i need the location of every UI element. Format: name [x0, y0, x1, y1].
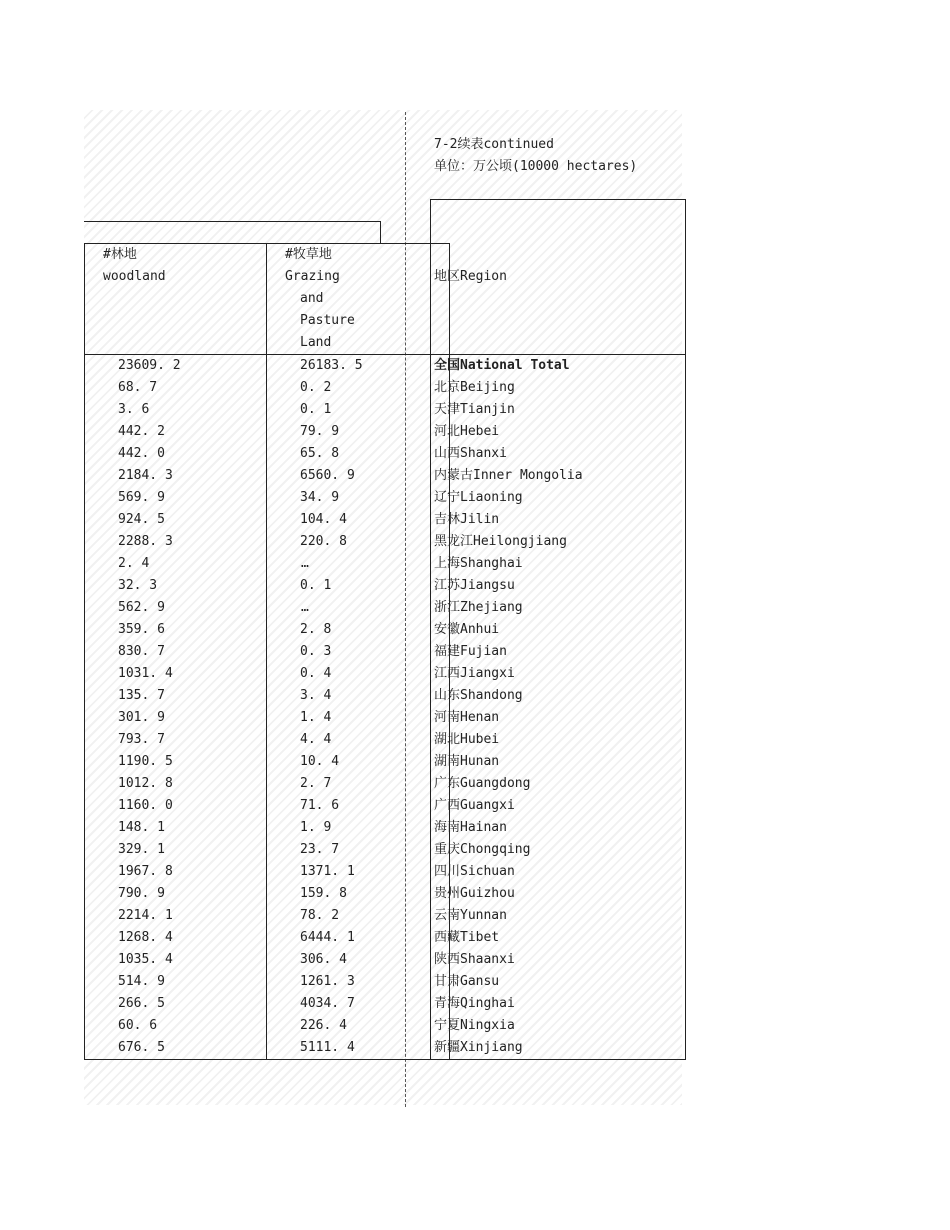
woodland-value: 1035. 4: [85, 949, 267, 971]
region-table: [430, 199, 686, 1060]
grazing-value: 10. 4: [267, 751, 450, 773]
table-row: [85, 795, 450, 817]
grazing-value: 34. 9: [267, 487, 450, 509]
region-row: [431, 619, 686, 641]
grazing-header-en-3: Pasture: [300, 313, 355, 328]
region-row: [431, 685, 686, 707]
table-row: [85, 751, 450, 773]
region-row: [431, 839, 686, 861]
grazing-value: 23. 7: [267, 839, 450, 861]
grazing-value: 6560. 9: [267, 465, 450, 487]
grazing-value: 2. 8: [267, 619, 450, 641]
table-row: [85, 663, 450, 685]
region-name: 陕西Shaanxi: [431, 949, 686, 971]
table-row: [85, 487, 450, 509]
woodland-value: 1031. 4: [85, 663, 267, 685]
table-row: [85, 707, 450, 729]
woodland-value: 569. 9: [85, 487, 267, 509]
table-row: [85, 443, 450, 465]
region-row: [431, 597, 686, 619]
table-row: [85, 839, 450, 861]
region-row: [431, 509, 686, 531]
grazing-header-en-2: and: [300, 291, 324, 306]
grazing-value: 0. 1: [267, 575, 450, 597]
region-name: 广西Guangxi: [431, 795, 686, 817]
region-name: 浙江Zhejiang: [431, 597, 686, 619]
woodland-value: 790. 9: [85, 883, 267, 905]
table-row: [85, 619, 450, 641]
grazing-value: 4. 4: [267, 729, 450, 751]
woodland-value: 32. 3: [85, 575, 267, 597]
woodland-value: 2288. 3: [85, 531, 267, 553]
region-name: 广东Guangdong: [431, 773, 686, 795]
grazing-value: 6444. 1: [267, 927, 450, 949]
region-name: 西藏Tibet: [431, 927, 686, 949]
region-name: 贵州Guizhou: [431, 883, 686, 905]
region-name: 重庆Chongqing: [431, 839, 686, 861]
region-row: [431, 861, 686, 883]
grazing-value: 71. 6: [267, 795, 450, 817]
region-header: 地区Region: [431, 200, 686, 355]
grazing-header-zh: #牧草地: [285, 247, 332, 262]
grazing-value: 0. 2: [267, 377, 450, 399]
table-row: [85, 531, 450, 553]
woodland-value: 266. 5: [85, 993, 267, 1015]
grazing-value: 78. 2: [267, 905, 450, 927]
table-row: [85, 597, 450, 619]
region-row: [431, 1037, 686, 1060]
woodland-value: 2184. 3: [85, 465, 267, 487]
region-row: [431, 817, 686, 839]
region-name: 四川Sichuan: [431, 861, 686, 883]
region-row: [431, 355, 686, 378]
grazing-value: 65. 8: [267, 443, 450, 465]
woodland-value: 1012. 8: [85, 773, 267, 795]
region-name: 青海Qinghai: [431, 993, 686, 1015]
region-name: 全国National Total: [431, 355, 686, 378]
table-row: [85, 377, 450, 399]
region-row: [431, 971, 686, 993]
table-row: [85, 1037, 450, 1060]
region-row: [431, 575, 686, 597]
table-header-row: [85, 244, 450, 355]
woodland-value: 1190. 5: [85, 751, 267, 773]
region-name: 北京Beijing: [431, 377, 686, 399]
table-row: [85, 509, 450, 531]
region-name: 海南Hainan: [431, 817, 686, 839]
woodland-value: 562. 9: [85, 597, 267, 619]
grazing-value: 3. 4: [267, 685, 450, 707]
region-name: 内蒙古Inner Mongolia: [431, 465, 686, 487]
region-row: [431, 883, 686, 905]
region-row: [431, 377, 686, 399]
grazing-value: 4034. 7: [267, 993, 450, 1015]
grazing-value: 0. 3: [267, 641, 450, 663]
region-name: 天津Tianjin: [431, 399, 686, 421]
woodland-value: 135. 7: [85, 685, 267, 707]
region-row: [431, 663, 686, 685]
region-name: 云南Yunnan: [431, 905, 686, 927]
table-row: [85, 685, 450, 707]
region-row: [431, 641, 686, 663]
woodland-value: 1160. 0: [85, 795, 267, 817]
table-row: [85, 553, 450, 575]
woodland-value: 442. 2: [85, 421, 267, 443]
grazing-header: [267, 244, 450, 355]
woodland-value: 301. 9: [85, 707, 267, 729]
region-row: [431, 773, 686, 795]
region-row: [431, 531, 686, 553]
woodland-value: 676. 5: [85, 1037, 267, 1060]
region-name: 安徽Anhui: [431, 619, 686, 641]
region-name: 福建Fujian: [431, 641, 686, 663]
land-data-table: [84, 243, 450, 1060]
grazing-header-en-4: Land: [300, 335, 332, 350]
grazing-value: 226. 4: [267, 1015, 450, 1037]
table-row: [85, 729, 450, 751]
grazing-value: 306. 4: [267, 949, 450, 971]
grazing-value: 1371. 1: [267, 861, 450, 883]
woodland-value: 329. 1: [85, 839, 267, 861]
woodland-value: 68. 7: [85, 377, 267, 399]
woodland-value: 830. 7: [85, 641, 267, 663]
region-name: 甘肃Gansu: [431, 971, 686, 993]
woodland-value: 514. 9: [85, 971, 267, 993]
grazing-value: 0. 4: [267, 663, 450, 685]
region-name: 山东Shandong: [431, 685, 686, 707]
region-row: [431, 993, 686, 1015]
grazing-value: 79. 9: [267, 421, 450, 443]
grazing-value: …: [267, 553, 450, 575]
table-row: [85, 421, 450, 443]
region-row: [431, 905, 686, 927]
woodland-value: 924. 5: [85, 509, 267, 531]
woodland-value: 2. 4: [85, 553, 267, 575]
table-row: [85, 993, 450, 1015]
grazing-header-en-1: Grazing: [285, 269, 340, 284]
grazing-value: 0. 1: [267, 399, 450, 421]
table-row: [85, 1015, 450, 1037]
table-row: [85, 355, 450, 378]
woodland-value: 1268. 4: [85, 927, 267, 949]
region-name: 辽宁Liaoning: [431, 487, 686, 509]
woodland-value: 793. 7: [85, 729, 267, 751]
woodland-header-en: woodland: [103, 269, 166, 284]
woodland-value: 2214. 1: [85, 905, 267, 927]
region-name: 湖北Hubei: [431, 729, 686, 751]
region-name: 河北Hebei: [431, 421, 686, 443]
region-row: [431, 421, 686, 443]
table-row: [85, 927, 450, 949]
region-row: [431, 751, 686, 773]
table-number: 7-2续表continued: [434, 137, 554, 152]
grazing-value: 220. 8: [267, 531, 450, 553]
woodland-header: [85, 244, 267, 355]
region-name: 江苏Jiangsu: [431, 575, 686, 597]
table-row: [85, 773, 450, 795]
woodland-value: 442. 0: [85, 443, 267, 465]
region-row: [431, 443, 686, 465]
region-row: [431, 399, 686, 421]
table-row: [85, 861, 450, 883]
region-header-row: [431, 200, 686, 355]
grazing-value: 1261. 3: [267, 971, 450, 993]
region-row: [431, 553, 686, 575]
grazing-value: 2. 7: [267, 773, 450, 795]
region-name: 黑龙江Heilongjiang: [431, 531, 686, 553]
region-row: [431, 795, 686, 817]
grazing-value: 5111. 4: [267, 1037, 450, 1060]
region-name: 吉林Jilin: [431, 509, 686, 531]
region-name: 宁夏Ningxia: [431, 1015, 686, 1037]
table-row: [85, 971, 450, 993]
woodland-value: 60. 6: [85, 1015, 267, 1037]
region-name: 江西Jiangxi: [431, 663, 686, 685]
grazing-value: 104. 4: [267, 509, 450, 531]
region-row: [431, 465, 686, 487]
grazing-value: 26183. 5: [267, 355, 450, 378]
region-name: 新疆Xinjiang: [431, 1037, 686, 1060]
woodland-value: 148. 1: [85, 817, 267, 839]
woodland-header-zh: #林地: [103, 247, 137, 262]
grazing-value: 1. 4: [267, 707, 450, 729]
woodland-value: 1967. 8: [85, 861, 267, 883]
table-row: [85, 399, 450, 421]
unit-label: 单位：万公顷(10000 hectares): [434, 159, 638, 174]
grazing-value: …: [267, 597, 450, 619]
table-row: [85, 465, 450, 487]
grazing-value: 159. 8: [267, 883, 450, 905]
region-row: [431, 707, 686, 729]
region-row: [431, 487, 686, 509]
region-row: [431, 1015, 686, 1037]
region-name: 河南Henan: [431, 707, 686, 729]
table-row: [85, 641, 450, 663]
table-row: [85, 883, 450, 905]
table-row: [85, 575, 450, 597]
region-name: 湖南Hunan: [431, 751, 686, 773]
region-row: [431, 949, 686, 971]
region-row: [431, 729, 686, 751]
grazing-value: 1. 9: [267, 817, 450, 839]
table-row: [85, 817, 450, 839]
woodland-value: 23609. 2: [85, 355, 267, 378]
region-name: 上海Shanghai: [431, 553, 686, 575]
table-row: [85, 949, 450, 971]
region-name: 山西Shanxi: [431, 443, 686, 465]
empty-header-row: [84, 221, 381, 243]
table-row: [85, 905, 450, 927]
woodland-value: 3. 6: [85, 399, 267, 421]
woodland-value: 359. 6: [85, 619, 267, 641]
region-row: [431, 927, 686, 949]
